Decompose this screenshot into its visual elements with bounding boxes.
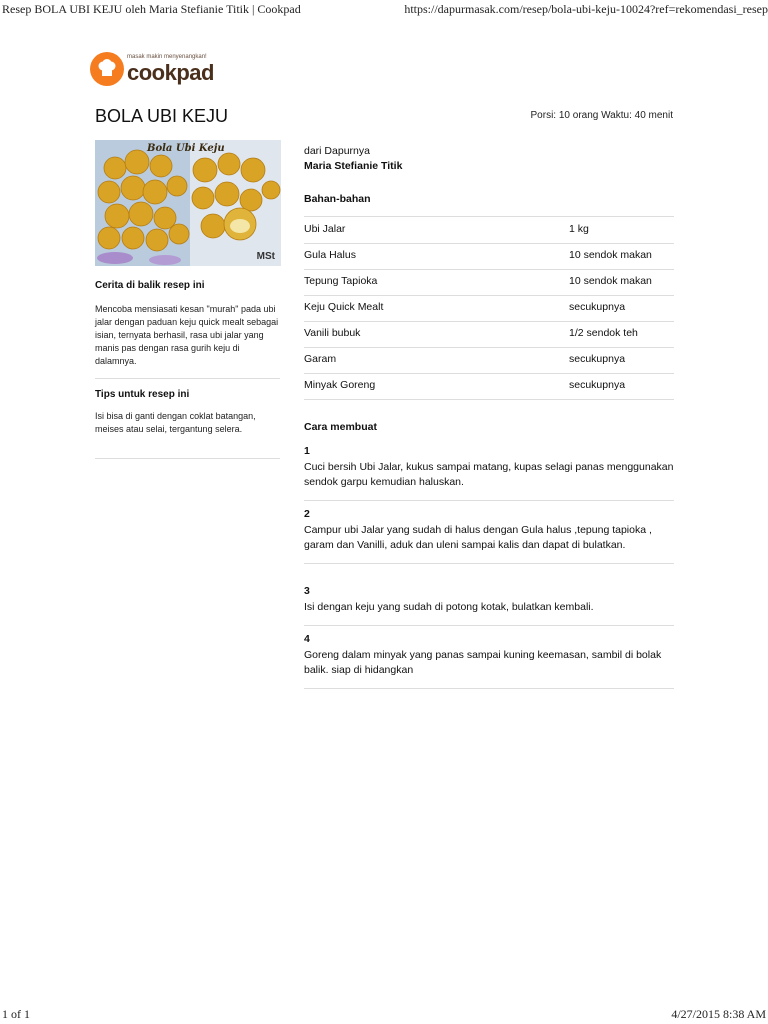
step-number: 1 [304,445,310,457]
ingredients-heading: Bahan-bahan [304,193,371,205]
ingredient-qty: 1/2 sendok teh [569,327,638,339]
story-heading: Cerita di balik resep ini [95,280,205,291]
divider [95,378,280,379]
ingredient-row [304,269,674,296]
author-name[interactable]: Maria Stefianie Titik [304,160,403,172]
cookpad-logo[interactable] [90,50,240,90]
tips-heading: Tips untuk resep ini [95,389,190,400]
ingredient-qty: 10 sendok makan [569,249,652,261]
step-text: Isi dengan keju yang sudah di potong kotak, bulatkan kembali. [304,601,594,613]
photo-signature: MSt [256,251,275,262]
ingredient-row [304,217,674,244]
recipe-meta: Porsi: 10 orang Waktu: 40 menit [530,110,673,121]
step-item [304,508,674,564]
ingredient-qty: 1 kg [569,223,589,235]
cheese-balls-illustration [95,140,281,266]
ingredient-qty: secukupnya [569,301,626,313]
print-page-url: https://dapurmasak.com/resep/bola-ubi-keju-10024?ref=rekomendasi_resep [404,2,768,16]
ingredient-row [304,347,674,374]
ingredient-row [304,295,674,322]
print-footer [0,1006,768,1024]
ingredient-name: Ubi Jalar [304,223,346,235]
ingredient-name: Tepung Tapioka [304,275,378,287]
step-text: Goreng dalam minyak yang panas sampai kuning keemasan, sambil di bolak balik. siap di hidangkan [304,649,662,676]
chef-hat-icon [90,52,124,86]
photo-caption: Bola Ubi Keju [147,143,225,154]
print-page-count: 1 of 1 [2,1007,30,1021]
step-number: 4 [304,633,310,645]
ingredient-qty: secukupnya [569,379,626,391]
ingredient-row [304,373,674,400]
ingredient-name: Keju Quick Mealt [304,301,384,313]
tips-text: Isi bisa di ganti dengan coklat batangan, meises atau selai, tergantung selera. [95,411,256,434]
logo-tagline: masak makin menyenangkan! [127,54,207,60]
step-item [304,633,674,689]
step-item [304,445,674,501]
story-section [95,280,280,368]
ingredient-name: Vanili bubuk [304,327,361,339]
source-label: dari Dapurnya [304,145,370,157]
divider [95,458,280,459]
step-number: 3 [304,585,310,597]
tips-section [95,389,280,436]
ingredient-qty: 10 sendok makan [569,275,652,287]
logo-wordmark: cookpad [127,60,214,85]
story-text: Mencoba mensiasati kesan "murah" pada ubi jalar dengan paduan keju quick mealt sebagai isian, ternyata berhasil, rasa ubi jalar yang manis pas dengan rasa gurih keju di dalamnya. [95,304,279,366]
print-datetime: 4/27/2015 8:38 AM [671,1007,766,1021]
print-page-title: Resep BOLA UBI KEJU oleh Maria Stefianie Titik | Cookpad [2,2,301,16]
step-number: 2 [304,508,310,520]
ingredient-name: Minyak Goreng [304,379,376,391]
ingredient-row [304,243,674,270]
step-item [304,585,674,626]
recipe-photo [95,140,281,266]
recipe-title: BOLA UBI KEJU [95,106,229,126]
ingredient-name: Garam [304,353,337,365]
ingredient-row [304,321,674,348]
step-text: Cuci bersih Ubi Jalar, kukus sampai matang, kupas selagi panas menggunakan sendok garpu kemudian haluskan. [304,461,674,488]
print-header [0,0,768,20]
ingredient-qty: secukupnya [569,353,626,365]
steps-heading: Cara membuat [304,421,377,433]
step-text: Campur ubi Jalar yang sudah di halus dengan Gula halus ,tepung tapioka , garam dan Vanilli, aduk dan uleni sampai kalis dan dapat di bulatkan. [304,524,652,551]
ingredient-name: Gula Halus [304,249,356,261]
